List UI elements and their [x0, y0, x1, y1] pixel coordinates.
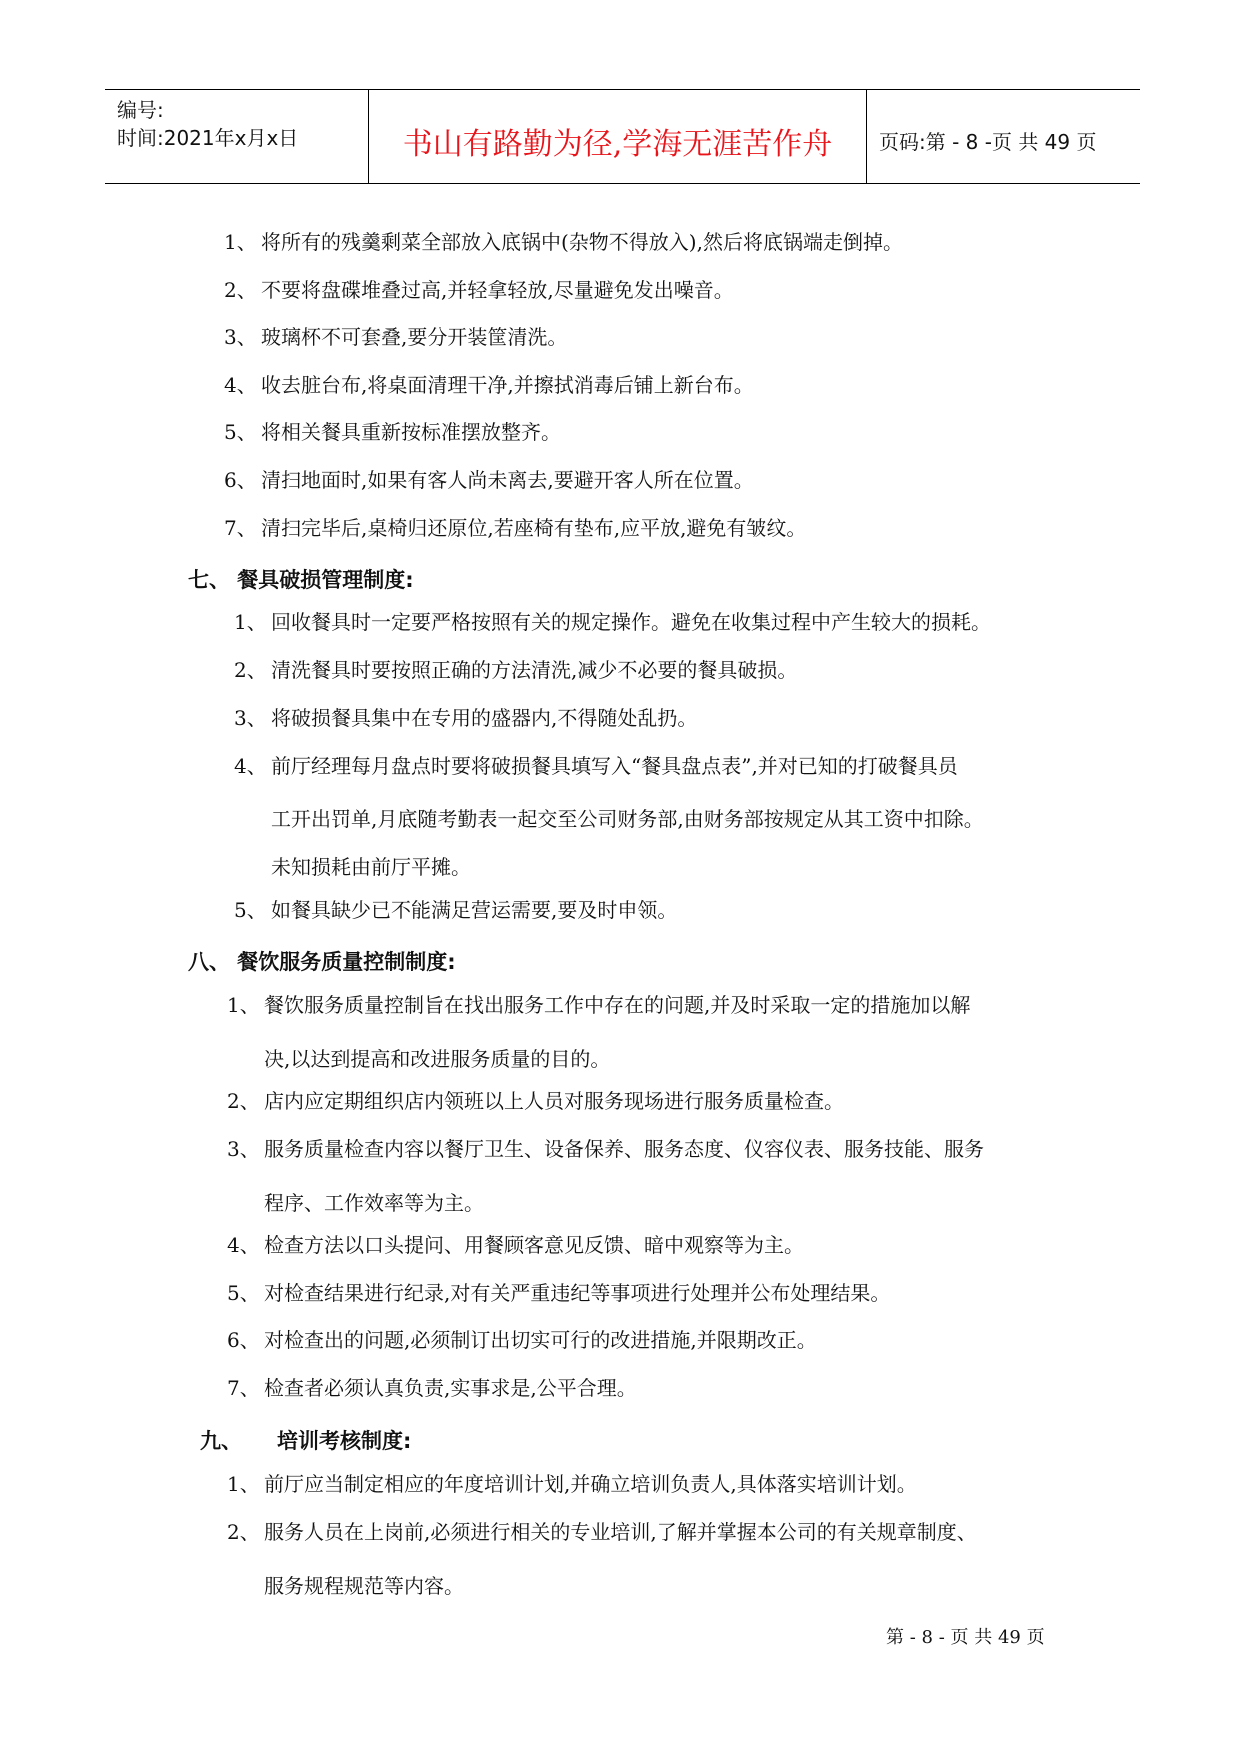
- item-text: 店内应定期组织店内领班以上人员对服务现场进行服务质量检查。: [264, 1089, 844, 1113]
- section-heading: [200, 1425, 412, 1455]
- item-continuation: 工开出罚单,月底随考勤表一起交至公司财务部,由财务部按规定从其工资中扣除。: [271, 807, 984, 831]
- item-number: 3、: [234, 706, 267, 730]
- item-text: 清洗餐具时要按照正确的方法清洗,减少不必要的餐具破损。: [271, 658, 798, 682]
- item-number: 5、: [224, 420, 257, 444]
- header-page-cell: [867, 90, 1140, 183]
- section-heading: 八、 餐饮服务质量控制制度:: [188, 950, 456, 974]
- item-text: 检查者必须认真负责,实事求是,公平合理。: [264, 1376, 637, 1400]
- item-number: 1、: [224, 230, 257, 254]
- item-number: 5、: [234, 898, 267, 922]
- header-motto-cell: [369, 90, 867, 183]
- item-text: 如餐具缺少已不能满足营运需要,要及时申领。: [271, 898, 678, 922]
- item-number: 5、: [227, 1281, 260, 1305]
- item-text: 对检查结果进行纪录,对有关严重违纪等事项进行处理并公布处理结果。: [264, 1281, 891, 1305]
- motto: 书山有路勤为径,学海无涯苦作舟: [402, 127, 833, 162]
- item-number: 7、: [224, 516, 257, 540]
- item-text: 检查方法以口头提问、用餐顾客意见反馈、暗中观察等为主。: [264, 1233, 804, 1257]
- item-text: 将所有的残羹剩菜全部放入底锅中(杂物不得放入),然后将底锅端走倒掉。: [261, 230, 903, 254]
- section-heading: 七、 餐具破损管理制度:: [188, 568, 414, 592]
- header-meta-cell: [105, 90, 369, 183]
- item-number: 2、: [227, 1520, 260, 1544]
- item-number: 4、: [227, 1233, 260, 1257]
- item-number: 6、: [227, 1328, 260, 1352]
- item-text: 前厅应当制定相应的年度培训计划,并确立培训负责人,具体落实培训计划。: [264, 1472, 917, 1496]
- item-text: 将破损餐具集中在专用的盛器内,不得随处乱扔。: [271, 706, 698, 730]
- item-number: 2、: [234, 658, 267, 682]
- item-number: 3、: [227, 1137, 260, 1161]
- item-number: 2、: [224, 278, 257, 302]
- item-continuation: 服务规程规范等内容。: [264, 1574, 464, 1598]
- page-footer: 第 - 8 - 页 共 49 页: [886, 1627, 1045, 1648]
- item-number: 7、: [227, 1376, 260, 1400]
- item-continuation: 程序、工作效率等为主。: [264, 1191, 484, 1215]
- item-number: 1、: [234, 610, 267, 634]
- item-text: 不要将盘碟堆叠过高,并轻拿轻放,尽量避免发出噪音。: [261, 278, 734, 302]
- section-number: 九、: [200, 1429, 242, 1453]
- item-number: 4、: [224, 373, 257, 397]
- item-text: 服务质量检查内容以餐厅卫生、设备保养、服务态度、仪容仪表、服务技能、服务: [264, 1137, 984, 1161]
- item-text: 前厅经理每月盘点时要将破损餐具填写入“餐具盘点表”,并对已知的打破餐具员: [271, 754, 958, 778]
- item-number: 6、: [224, 468, 257, 492]
- item-text: 清扫地面时,如果有客人尚未离去,要避开客人所在位置。: [261, 468, 754, 492]
- document-header: [105, 89, 1140, 184]
- item-text: 服务人员在上岗前,必须进行相关的专业培训,了解并掌握本公司的有关规章制度、: [264, 1520, 977, 1544]
- item-continuation: 未知损耗由前厅平摊。: [271, 855, 471, 879]
- item-text: 收去脏台布,将桌面清理干净,并擦拭消毒后铺上新台布。: [261, 373, 754, 397]
- section-title: 培训考核制度:: [277, 1429, 412, 1453]
- item-text: 将相关餐具重新按标准摆放整齐。: [261, 420, 561, 444]
- item-text: 清扫完毕后,桌椅归还原位,若座椅有垫布,应平放,避免有皱纹。: [261, 516, 807, 540]
- item-number: 3、: [224, 325, 257, 349]
- item-number: 4、: [234, 754, 267, 778]
- item-number: 1、: [227, 1472, 260, 1496]
- item-continuation: 决,以达到提高和改进服务质量的目的。: [264, 1047, 611, 1071]
- time-label: 时间:2021年x月x日: [117, 126, 299, 150]
- item-text: 玻璃杯不可套叠,要分开装筐清洗。: [261, 325, 568, 349]
- item-text: 对检查出的问题,必须制订出切实可行的改进措施,并限期改正。: [264, 1328, 817, 1352]
- item-number: 2、: [227, 1089, 260, 1113]
- page-info: 页码:第 - 8 -页 共 49 页: [879, 130, 1097, 154]
- serial-label: 编号:: [117, 98, 164, 122]
- item-text: 回收餐具时一定要严格按照有关的规定操作。避免在收集过程中产生较大的损耗。: [271, 610, 991, 634]
- item-text: 餐饮服务质量控制旨在找出服务工作中存在的问题,并及时采取一定的措施加以解: [264, 993, 971, 1017]
- item-number: 1、: [227, 993, 260, 1017]
